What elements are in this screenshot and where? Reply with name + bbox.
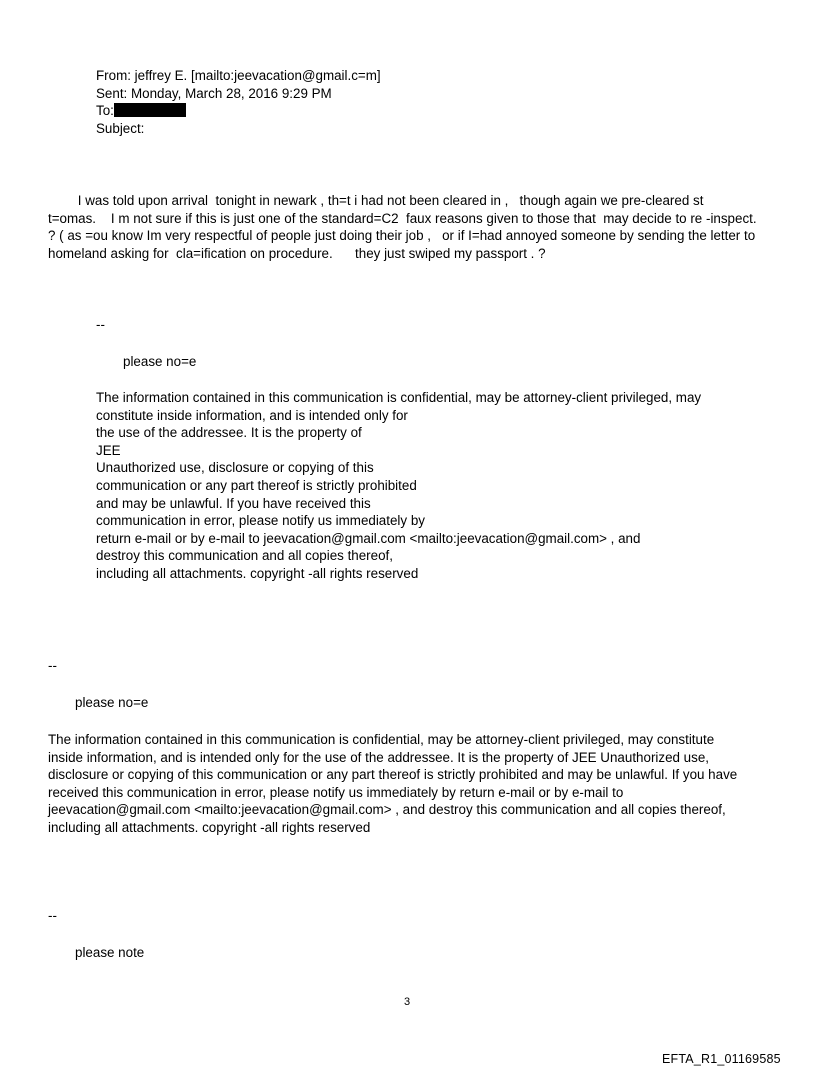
body-line: ? ( as =ou know Im very respectful of people just doing their job , or if I=had annoyed someone by sending the letter to — [48, 228, 756, 244]
body-line: I was told upon arrival tonight in newark , th=t i had not been cleared in , though again we pre-cleared st — [48, 193, 704, 208]
body-line: homeland asking for cla=ification on procedure. they just swiped my passport . ? — [48, 245, 546, 261]
to-line — [96, 102, 381, 120]
disclaimer-line: JEE — [96, 442, 121, 458]
disclaimer-line: return e-mail or by e-mail to jeevacation@gmail.com <mailto:jeevacation@gmail.com> , and — [96, 530, 641, 546]
disclaimer-line: constitute inside information, and is intended only for — [96, 407, 408, 423]
redaction-box — [114, 103, 186, 117]
from-line: From: jeffrey E. [mailto:jeevacation@gmail.c=m] — [96, 68, 381, 83]
sig3-dashes: -- — [48, 908, 57, 923]
subject-line: Subject: — [96, 120, 145, 136]
disclaimer-line: communication in error, please notify us immediately by — [96, 513, 425, 529]
disclaimer-line: inside information, and is intended only for the use of the addressee. It is the property of JEE Unauthorized use, — [48, 749, 709, 765]
disclaimer-line: communication or any part thereof is strictly prohibited — [96, 477, 417, 493]
sig2-dashes: -- — [48, 658, 57, 673]
disclaimer-line: and may be unlawful. If you have received this — [96, 495, 371, 511]
disclaimer-line: The information contained in this communication is confidential, may be attorney-client privileged, may constitute — [48, 732, 715, 747]
disclaimer-line: received this communication in error, please notify us immediately by return e-mail or by e-mail to — [48, 784, 624, 800]
sig2-note: please no=e — [75, 695, 149, 710]
disclaimer-line: the use of the addressee. It is the property of — [96, 425, 362, 441]
body-line: t=omas. I m not sure if this is just one of the standard=C2 faux reasons given to those that may decide to re -inspect. — [48, 210, 757, 226]
page-number: 3 — [404, 996, 411, 1008]
email-header — [96, 67, 381, 137]
disclaimer-line: including all attachments. copyright -all rights reserved — [48, 819, 371, 835]
sig1-note: please no=e — [123, 354, 197, 369]
sig3-note: please note — [75, 945, 145, 960]
disclaimer-line: Unauthorized use, disclosure or copying of this — [96, 460, 374, 476]
disclaimer-line: destroy this communication and all copies thereof, — [96, 548, 393, 564]
to-label: To: — [96, 103, 114, 119]
disclaimer-line: jeevacation@gmail.com <mailto:jeevacation@gmail.com> , and destroy this communication and all copies thereof, — [48, 802, 726, 818]
sent-line: Sent: Monday, March 28, 2016 9:29 PM — [96, 85, 332, 101]
disclaimer-line: The information contained in this communication is confidential, may be attorney-client privileged, may — [96, 390, 702, 405]
message-body — [48, 192, 757, 262]
sig1-dashes: -- — [96, 317, 105, 332]
disclaimer-line: disclosure or copying of this communication or any part thereof is strictly prohibited and may be unlawful. If you have — [48, 767, 738, 783]
sig1-disclaimer — [96, 389, 701, 583]
document-id: EFTA_R1_01169585 — [662, 1052, 781, 1066]
sig2-disclaimer — [48, 731, 737, 837]
disclaimer-line: including all attachments. copyright -all rights reserved — [96, 565, 419, 581]
